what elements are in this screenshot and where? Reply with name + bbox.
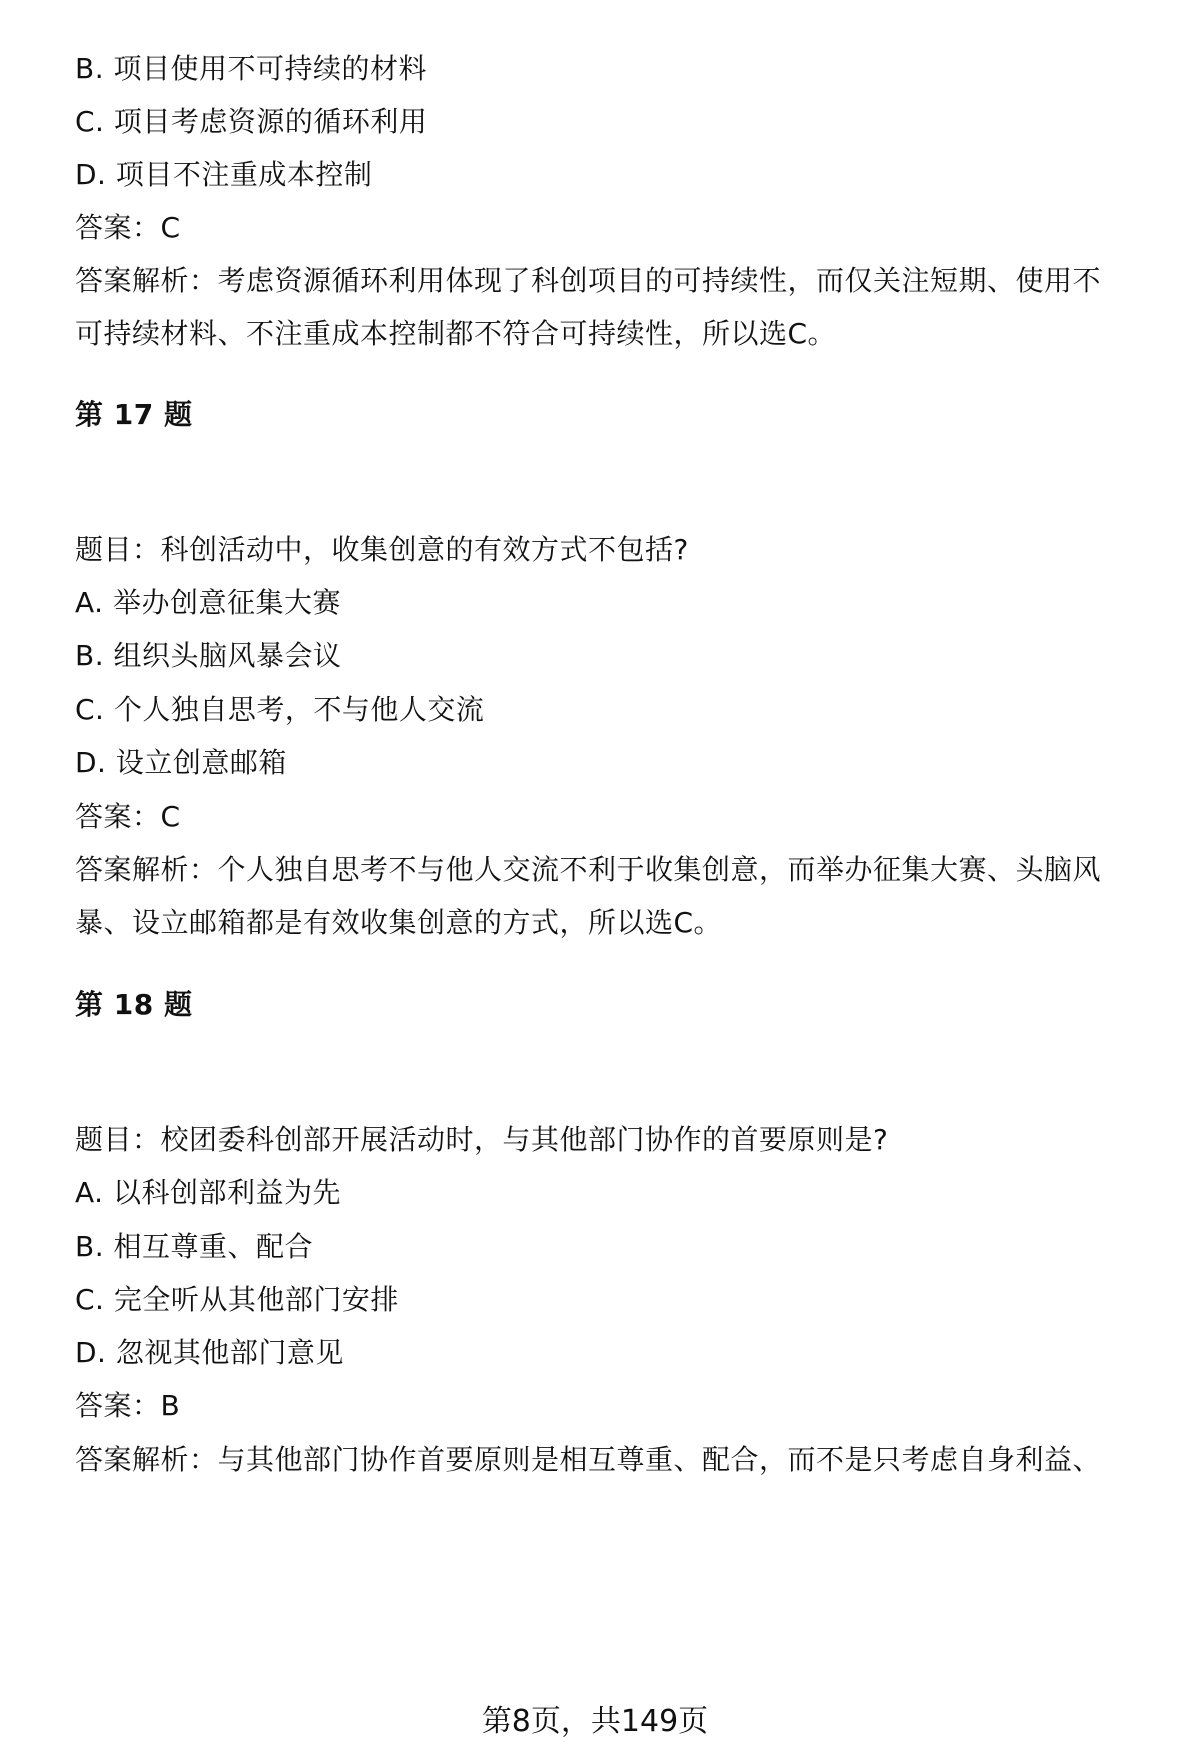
q18-heading: 第 18 题	[75, 988, 193, 1021]
q18-explanation-line-1: 答案解析：与其他部门协作首要原则是相互尊重、配合，而不是只考虑自身利益、	[75, 1443, 1102, 1476]
q17-option-c: C. 个人独自思考，不与他人交流	[75, 693, 485, 726]
q17-explanation-line-1: 答案解析：个人独自思考不与他人交流不利于收集创意，而举办征集大赛、头脑风	[75, 853, 1102, 886]
q17-explanation-line-2: 暴、设立邮箱都是有效收集创意的方式，所以选C。	[75, 906, 723, 939]
q16-answer: 答案：C	[75, 211, 181, 244]
q18-answer: 答案：B	[75, 1389, 181, 1422]
q18-option-c: C. 完全听从其他部门安排	[75, 1283, 399, 1316]
q16-option-b: B. 项目使用不可持续的材料	[75, 52, 428, 85]
q17-option-b: B. 组织头脑风暴会议	[75, 639, 342, 672]
q17-heading: 第 17 题	[75, 398, 193, 431]
q16-option-d: D. 项目不注重成本控制	[75, 158, 373, 191]
q17-stem: 题目：科创活动中，收集创意的有效方式不包括?	[75, 533, 689, 566]
q18-option-a: A. 以科创部利益为先	[75, 1176, 341, 1209]
q18-option-d: D. 忽视其他部门意见	[75, 1336, 344, 1369]
q16-explanation-line-2: 可持续材料、不注重成本控制都不符合可持续性，所以选C。	[75, 317, 837, 350]
page-number-footer: 第8页，共149页	[481, 1704, 709, 1739]
q18-option-b: B. 相互尊重、配合	[75, 1230, 314, 1263]
q17-option-a: A. 举办创意征集大赛	[75, 586, 341, 619]
q17-option-d: D. 设立创意邮箱	[75, 746, 287, 779]
q18-stem: 题目：校团委科创部开展活动时，与其他部门协作的首要原则是?	[75, 1123, 889, 1156]
q16-option-c: C. 项目考虑资源的循环利用	[75, 105, 428, 138]
q16-explanation-line-1: 答案解析：考虑资源循环利用体现了科创项目的可持续性，而仅关注短期、使用不	[75, 264, 1102, 297]
q17-answer: 答案：C	[75, 800, 181, 833]
